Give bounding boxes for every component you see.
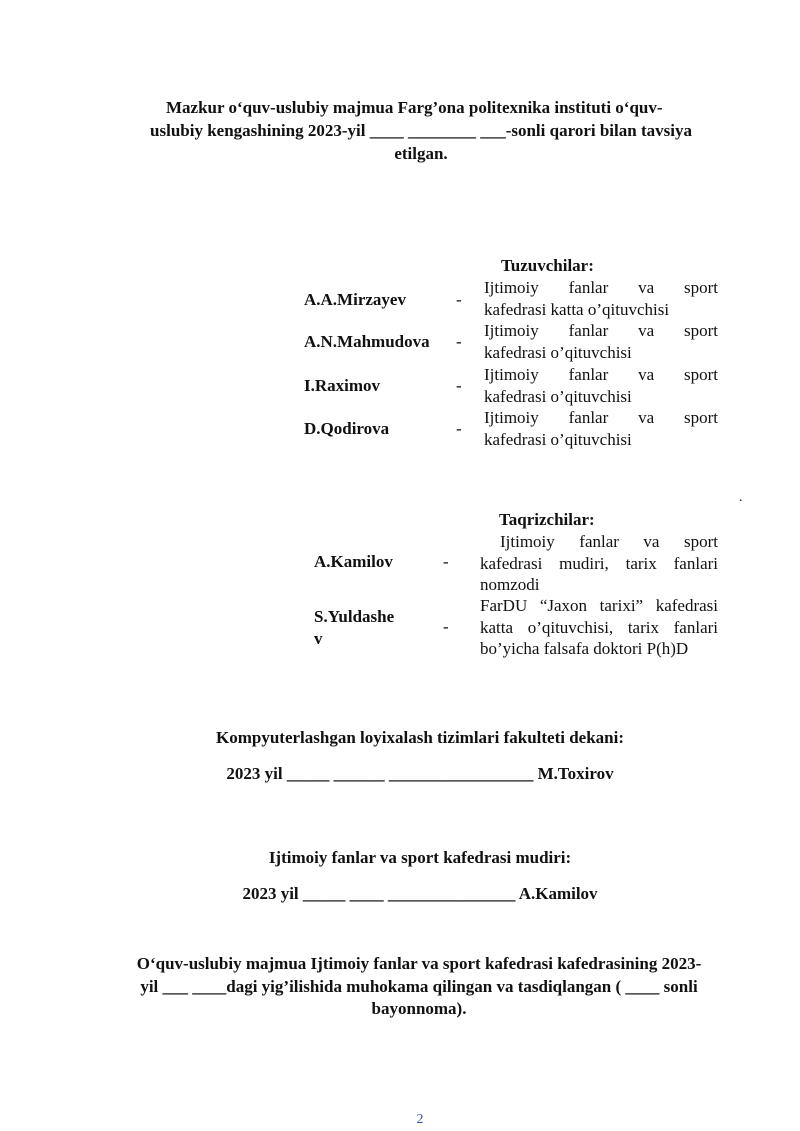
- head-title: Ijtimoiy fanlar va sport kafedrasi mudiri:: [268, 848, 572, 867]
- approval-paragraph: [96, 953, 742, 1021]
- author-dash-2: -: [456, 332, 462, 351]
- intro-line-3: etilgan.: [394, 144, 448, 163]
- author-name-3: I.Raximov: [304, 376, 381, 395]
- intro-line-2: uslubiy kengashining 2023-yil ____ ________ ___-sonli qarori bilan tavsiya: [150, 121, 692, 140]
- dean-signature-line: 2023 yil _____ ______ _________________ M.Toxirov: [226, 764, 614, 783]
- author-desc-1: Ijtimoiy fanlar va sport kafedrasi katta o’qituvchisi: [484, 278, 718, 319]
- author-desc-2: Ijtimoiy fanlar va sport kafedrasi o’qituvchisi: [484, 321, 718, 362]
- reviewer-desc-1: Ijtimoiy fanlar va sport kafedrasi mudiri, tarix fanlari nomzodi: [480, 532, 718, 594]
- intro-paragraph: [118, 96, 724, 165]
- reviewer-dash-2: -: [443, 617, 449, 636]
- author-dash-4: -: [456, 419, 462, 438]
- reviewer-desc-2: FarDU “Jaxon tarixi” kafedrasi katta o’qituvchisi, tarix fanlari bo’yicha falsafa doktori P(h)D: [480, 596, 718, 658]
- approval-line-2: yil ___ ____dagi yig’ilishida muhokama qilingan va tasdiqlangan ( ____ sonli: [140, 976, 698, 996]
- reviewer-name-1: A.Kamilov: [314, 552, 393, 571]
- page-number: 2: [416, 1112, 424, 1127]
- author-name-1: A.A.Mirzayev: [304, 290, 406, 309]
- reviewers-title: Taqrizchilar:: [499, 510, 595, 529]
- dean-title: Kompyuterlashgan loyixalash tizimlari fakulteti dekani:: [215, 728, 625, 747]
- stray-dot: .: [739, 490, 743, 505]
- intro-line-1: Mazkur o‘quv-uslubiy majmua Farg’ona politexnika instituti o‘quv-: [166, 98, 663, 117]
- approval-line-3: bayonnoma).: [371, 999, 467, 1018]
- authors-title: Tuzuvchilar:: [501, 256, 594, 275]
- head-signature-line: 2023 yil _____ ____ _______________ A.Kamilov: [242, 884, 598, 903]
- author-desc-3: Ijtimoiy fanlar va sport kafedrasi o’qituvchisi: [484, 365, 718, 406]
- author-name-4: D.Qodirova: [304, 419, 390, 438]
- author-desc-4: Ijtimoiy fanlar va sport kafedrasi o’qituvchisi: [484, 408, 718, 449]
- author-name-2: A.N.Mahmudova: [304, 332, 430, 351]
- approval-line-1: O‘quv-uslubiy majmua Ijtimoiy fanlar va sport kafedrasi kafedrasining 2023-: [136, 954, 702, 973]
- author-dash-3: -: [456, 376, 462, 395]
- author-dash-1: -: [456, 290, 462, 309]
- reviewer-dash-1: -: [443, 552, 449, 571]
- reviewer-name-2: S.Yuldashe v: [314, 607, 395, 648]
